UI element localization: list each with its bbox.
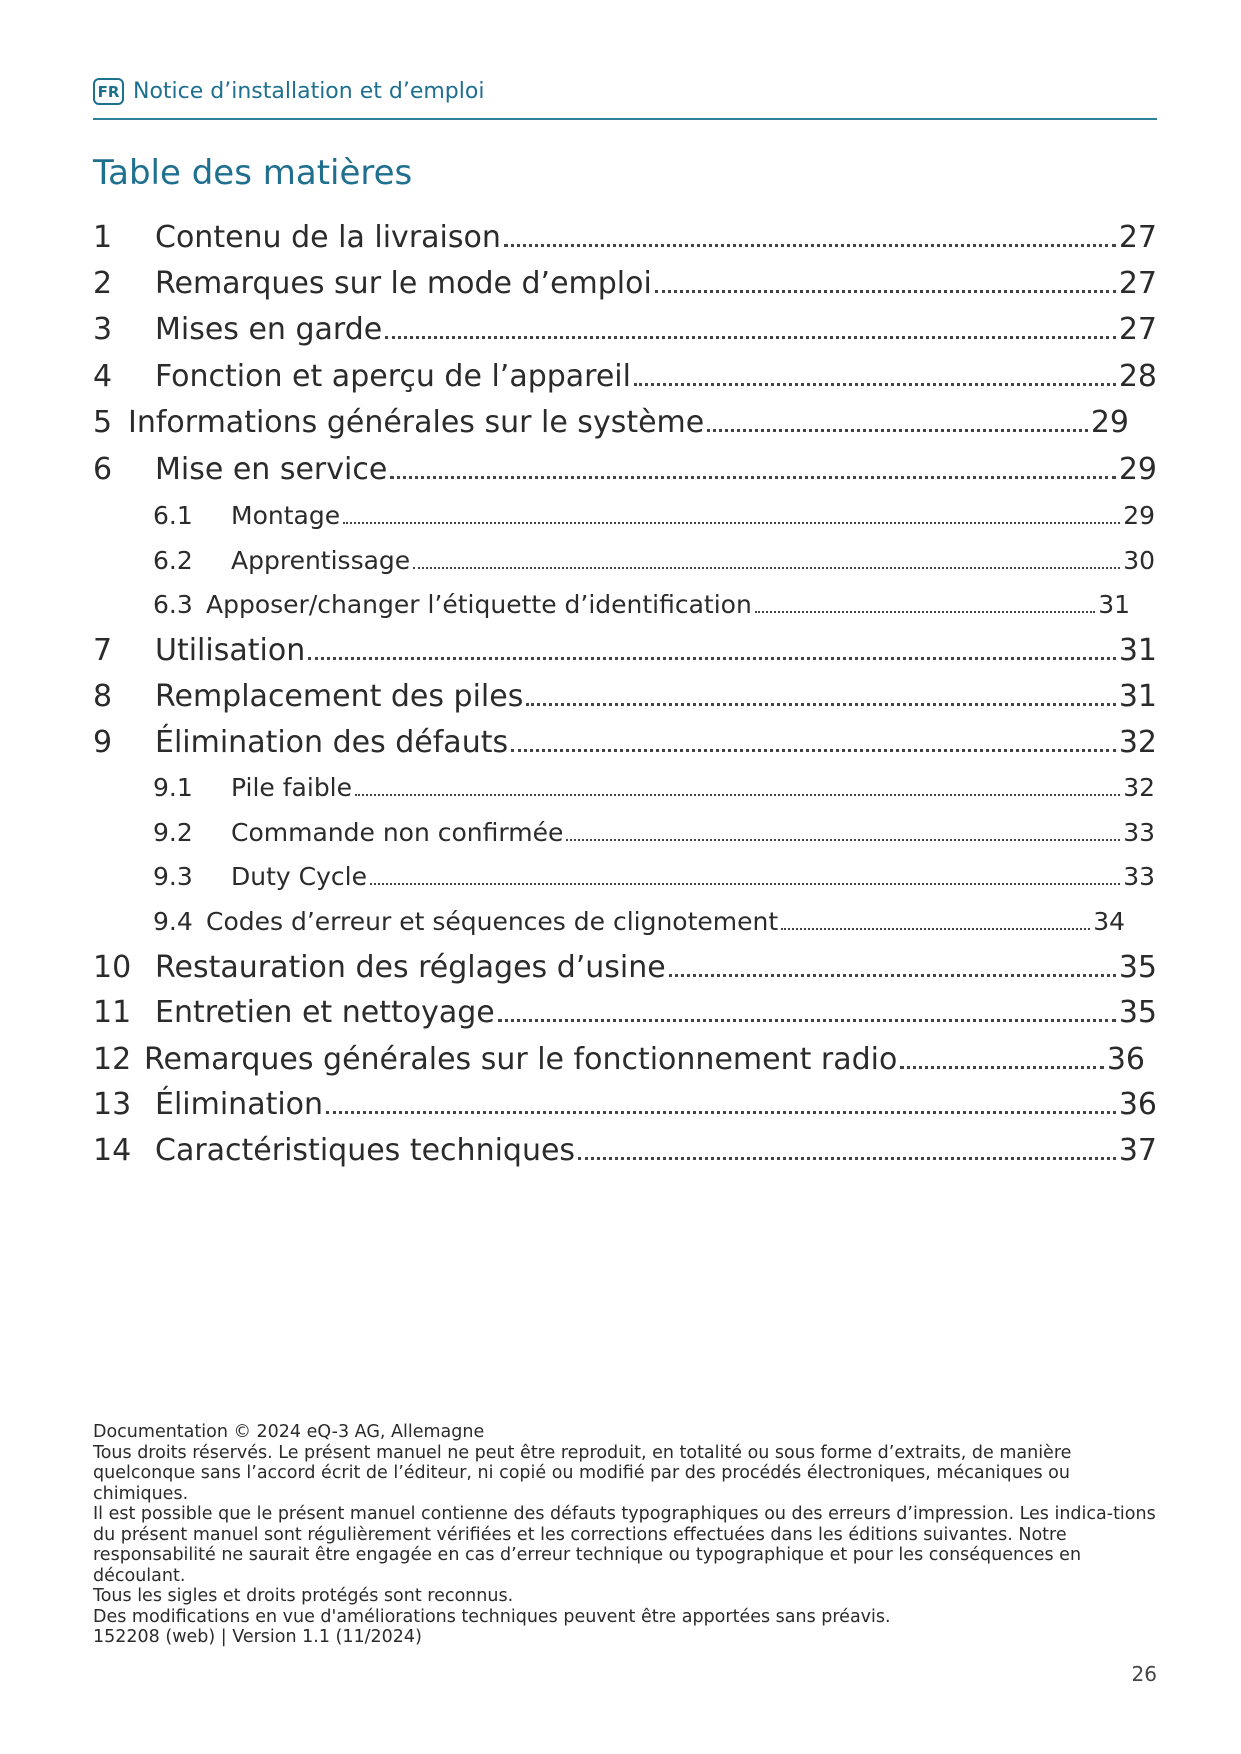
- toc-entry-number: 13: [93, 1086, 132, 1122]
- toc-subentry[interactable]: [153, 538, 1155, 582]
- toc-leader-dots: [308, 638, 1116, 662]
- toc-subentry[interactable]: [153, 810, 1155, 854]
- toc-entry-number: 14: [93, 1132, 132, 1168]
- toc-subentry[interactable]: [153, 854, 1155, 898]
- toc-entry-page: 34: [1093, 906, 1125, 936]
- toc-entry[interactable]: [93, 628, 1157, 672]
- toc-entry-label: Mises en garde: [155, 311, 383, 347]
- toc-entry[interactable]: [93, 674, 1157, 718]
- toc-entry-label: Montage: [231, 500, 341, 530]
- toc-entry-number: 9.3: [153, 861, 193, 891]
- toc-entry-label: Duty Cycle: [231, 861, 367, 891]
- toc-entry[interactable]: [93, 447, 1157, 491]
- toc-entry-page: 30: [1123, 545, 1155, 575]
- toc-entry-number: 3: [93, 311, 113, 347]
- toc-entry[interactable]: [93, 400, 1129, 444]
- copyright-line: Documentation © 2024 eQ-3 AG, Allemagne: [93, 1422, 485, 1442]
- toc-leader-dots: [634, 364, 1116, 388]
- toc-leader-dots: [655, 271, 1116, 295]
- disclaimer-paragraph: Il est possible que le présent manuel contienne des défauts typographiques ou des erreurs d’impression. Les indica-tions du présent manuel sont régulièrement vérifiées et les corrections effectuées dans les éditions suivantes. Notre responsabilité ne saurait être engagée en cas d’erreur technique ou typographique et pour les conséquences en découlant.: [93, 1504, 1156, 1586]
- toc-entry-label: Codes d’erreur et séquences de clignotement: [206, 906, 779, 936]
- toc-entry-label: Commande non confirmée: [231, 817, 564, 847]
- toc-leader-dots: [707, 410, 1088, 434]
- toc-entry-page: 32: [1118, 724, 1157, 760]
- toc-leader-dots: [578, 1138, 1116, 1162]
- toc-entry[interactable]: [93, 307, 1157, 351]
- toc-entry-page: 31: [1118, 632, 1157, 668]
- toc-leader-dots: [370, 864, 1120, 888]
- changes-notice: Des modifications en vue d'améliorations techniques peuvent être apportées sans préavis.: [93, 1606, 891, 1627]
- toc-entry-number: 11: [93, 994, 132, 1030]
- toc-entry-number: 10: [93, 949, 132, 985]
- toc-entry-number: 4: [93, 358, 113, 394]
- toc-subentry[interactable]: [153, 899, 1125, 943]
- toc-leader-dots: [526, 684, 1115, 708]
- document-title: Notice d’installation et d’emploi: [133, 79, 485, 104]
- toc-entry-number: 9.1: [153, 772, 193, 802]
- toc-entry[interactable]: [93, 261, 1157, 305]
- toc-entry-label: Caractéristiques techniques: [155, 1132, 576, 1168]
- toc-entry-page: 37: [1118, 1132, 1157, 1168]
- toc-entry-label: Remarques générales sur le fonctionnement radio: [144, 1041, 898, 1077]
- toc-entry-label: Élimination: [155, 1086, 324, 1122]
- rights-paragraph: Tous droits réservés. Le présent manuel ne peut être reproduit, en totalité ou sous forme d’extraits, de manière quelconque sans l’accord écrit de l’éditeur, ni copié ou modifié par des procédés électroniques, mécaniques ou chimiques.: [93, 1442, 1072, 1504]
- version-line: 152208 (web) | Version 1.1 (11/2024): [93, 1627, 422, 1647]
- toc-leader-dots: [343, 503, 1120, 527]
- toc-entry-label: Élimination des défauts: [155, 724, 509, 760]
- toc-entry-label: Apprentissage: [231, 545, 411, 575]
- toc-entry-page: 27: [1118, 219, 1157, 255]
- toc-leader-dots: [355, 775, 1120, 799]
- toc-entry-label: Remplacement des piles: [155, 678, 524, 714]
- toc-entry-page: 29: [1123, 500, 1155, 530]
- toc-entry-number: 6: [93, 451, 113, 487]
- toc-entry-page: 36: [1118, 1086, 1157, 1122]
- toc-entry-label: Remarques sur le mode d’emploi: [155, 265, 652, 301]
- toc-entry[interactable]: [93, 945, 1157, 989]
- toc-entry[interactable]: [93, 1128, 1157, 1172]
- toc-heading: Table des matières: [93, 153, 413, 193]
- toc-entry-number: 6.3: [153, 589, 193, 619]
- toc-entry[interactable]: [93, 990, 1157, 1034]
- toc-subentry[interactable]: [153, 582, 1130, 626]
- toc-leader-dots: [385, 317, 1116, 341]
- toc-entry-page: 33: [1123, 817, 1155, 847]
- toc-entry[interactable]: [93, 1082, 1157, 1126]
- toc-entry-label: Apposer/changer l’étiquette d’identification: [206, 589, 752, 619]
- toc-entry-page: 31: [1098, 589, 1130, 619]
- toc-entry[interactable]: [93, 215, 1157, 259]
- toc-entry-page: 28: [1118, 358, 1157, 394]
- toc-entry-number: 7: [93, 632, 113, 668]
- toc-entry-page: 35: [1118, 994, 1157, 1030]
- toc-entry-label: Entretien et nettoyage: [155, 994, 495, 1030]
- language-badge: FR: [93, 78, 124, 105]
- toc-entry-number: 5: [93, 404, 113, 440]
- toc-entry-number: 12: [93, 1041, 132, 1077]
- toc-entry-page: 33: [1123, 861, 1155, 891]
- toc-subentry[interactable]: [153, 765, 1155, 809]
- toc-leader-dots: [511, 730, 1116, 754]
- toc-entry[interactable]: [93, 1037, 1145, 1081]
- toc-entry-page: 31: [1118, 678, 1157, 714]
- toc-entry-label: Utilisation: [155, 632, 306, 668]
- toc-leader-dots: [781, 909, 1090, 933]
- toc-leader-dots: [755, 592, 1095, 616]
- toc-entry-page: 32: [1123, 772, 1155, 802]
- toc-entry-label: Fonction et aperçu de l’appareil: [155, 358, 631, 394]
- toc-entry-page: 29: [1090, 404, 1129, 440]
- toc-entry[interactable]: [93, 720, 1157, 764]
- toc-entry-number: 8: [93, 678, 113, 714]
- toc-entry-number: 9.4: [153, 906, 193, 936]
- toc-entry-number: 6.2: [153, 545, 193, 575]
- toc-entry-number: 6.1: [153, 500, 193, 530]
- toc-entry-label: Pile faible: [231, 772, 353, 802]
- toc-entry-label: Informations générales sur le système: [128, 404, 705, 440]
- page-header: [93, 78, 1157, 120]
- toc-entry-number: 9: [93, 724, 113, 760]
- trademarks-line: Tous les sigles et droits protégés sont reconnus.: [93, 1586, 514, 1606]
- toc-leader-dots: [669, 955, 1116, 979]
- toc-entry-page: 36: [1106, 1041, 1145, 1077]
- toc-leader-dots: [900, 1047, 1103, 1071]
- toc-leader-dots: [413, 548, 1120, 572]
- toc-entry-label: Mise en service: [155, 451, 388, 487]
- toc-entry-page: 27: [1118, 311, 1157, 347]
- toc-leader-dots: [504, 225, 1116, 249]
- toc-entry-number: 1: [93, 219, 113, 255]
- toc-leader-dots: [498, 1000, 1116, 1024]
- toc-leader-dots: [390, 457, 1116, 481]
- toc-subentry[interactable]: [153, 493, 1155, 537]
- toc-entry-page: 27: [1118, 265, 1157, 301]
- page-number: 26: [1131, 1662, 1157, 1686]
- toc-entry-number: 2: [93, 265, 113, 301]
- toc-leader-dots: [566, 820, 1120, 844]
- toc-entry-page: 29: [1118, 451, 1157, 487]
- toc-entry-number: 9.2: [153, 817, 193, 847]
- toc-entry-label: Contenu de la livraison: [155, 219, 501, 255]
- toc-entry-page: 35: [1118, 949, 1157, 985]
- legal-footer: [93, 1422, 1157, 1648]
- toc-entry[interactable]: [93, 354, 1157, 398]
- toc-leader-dots: [326, 1092, 1116, 1116]
- toc-entry-label: Restauration des réglages d’usine: [155, 949, 666, 985]
